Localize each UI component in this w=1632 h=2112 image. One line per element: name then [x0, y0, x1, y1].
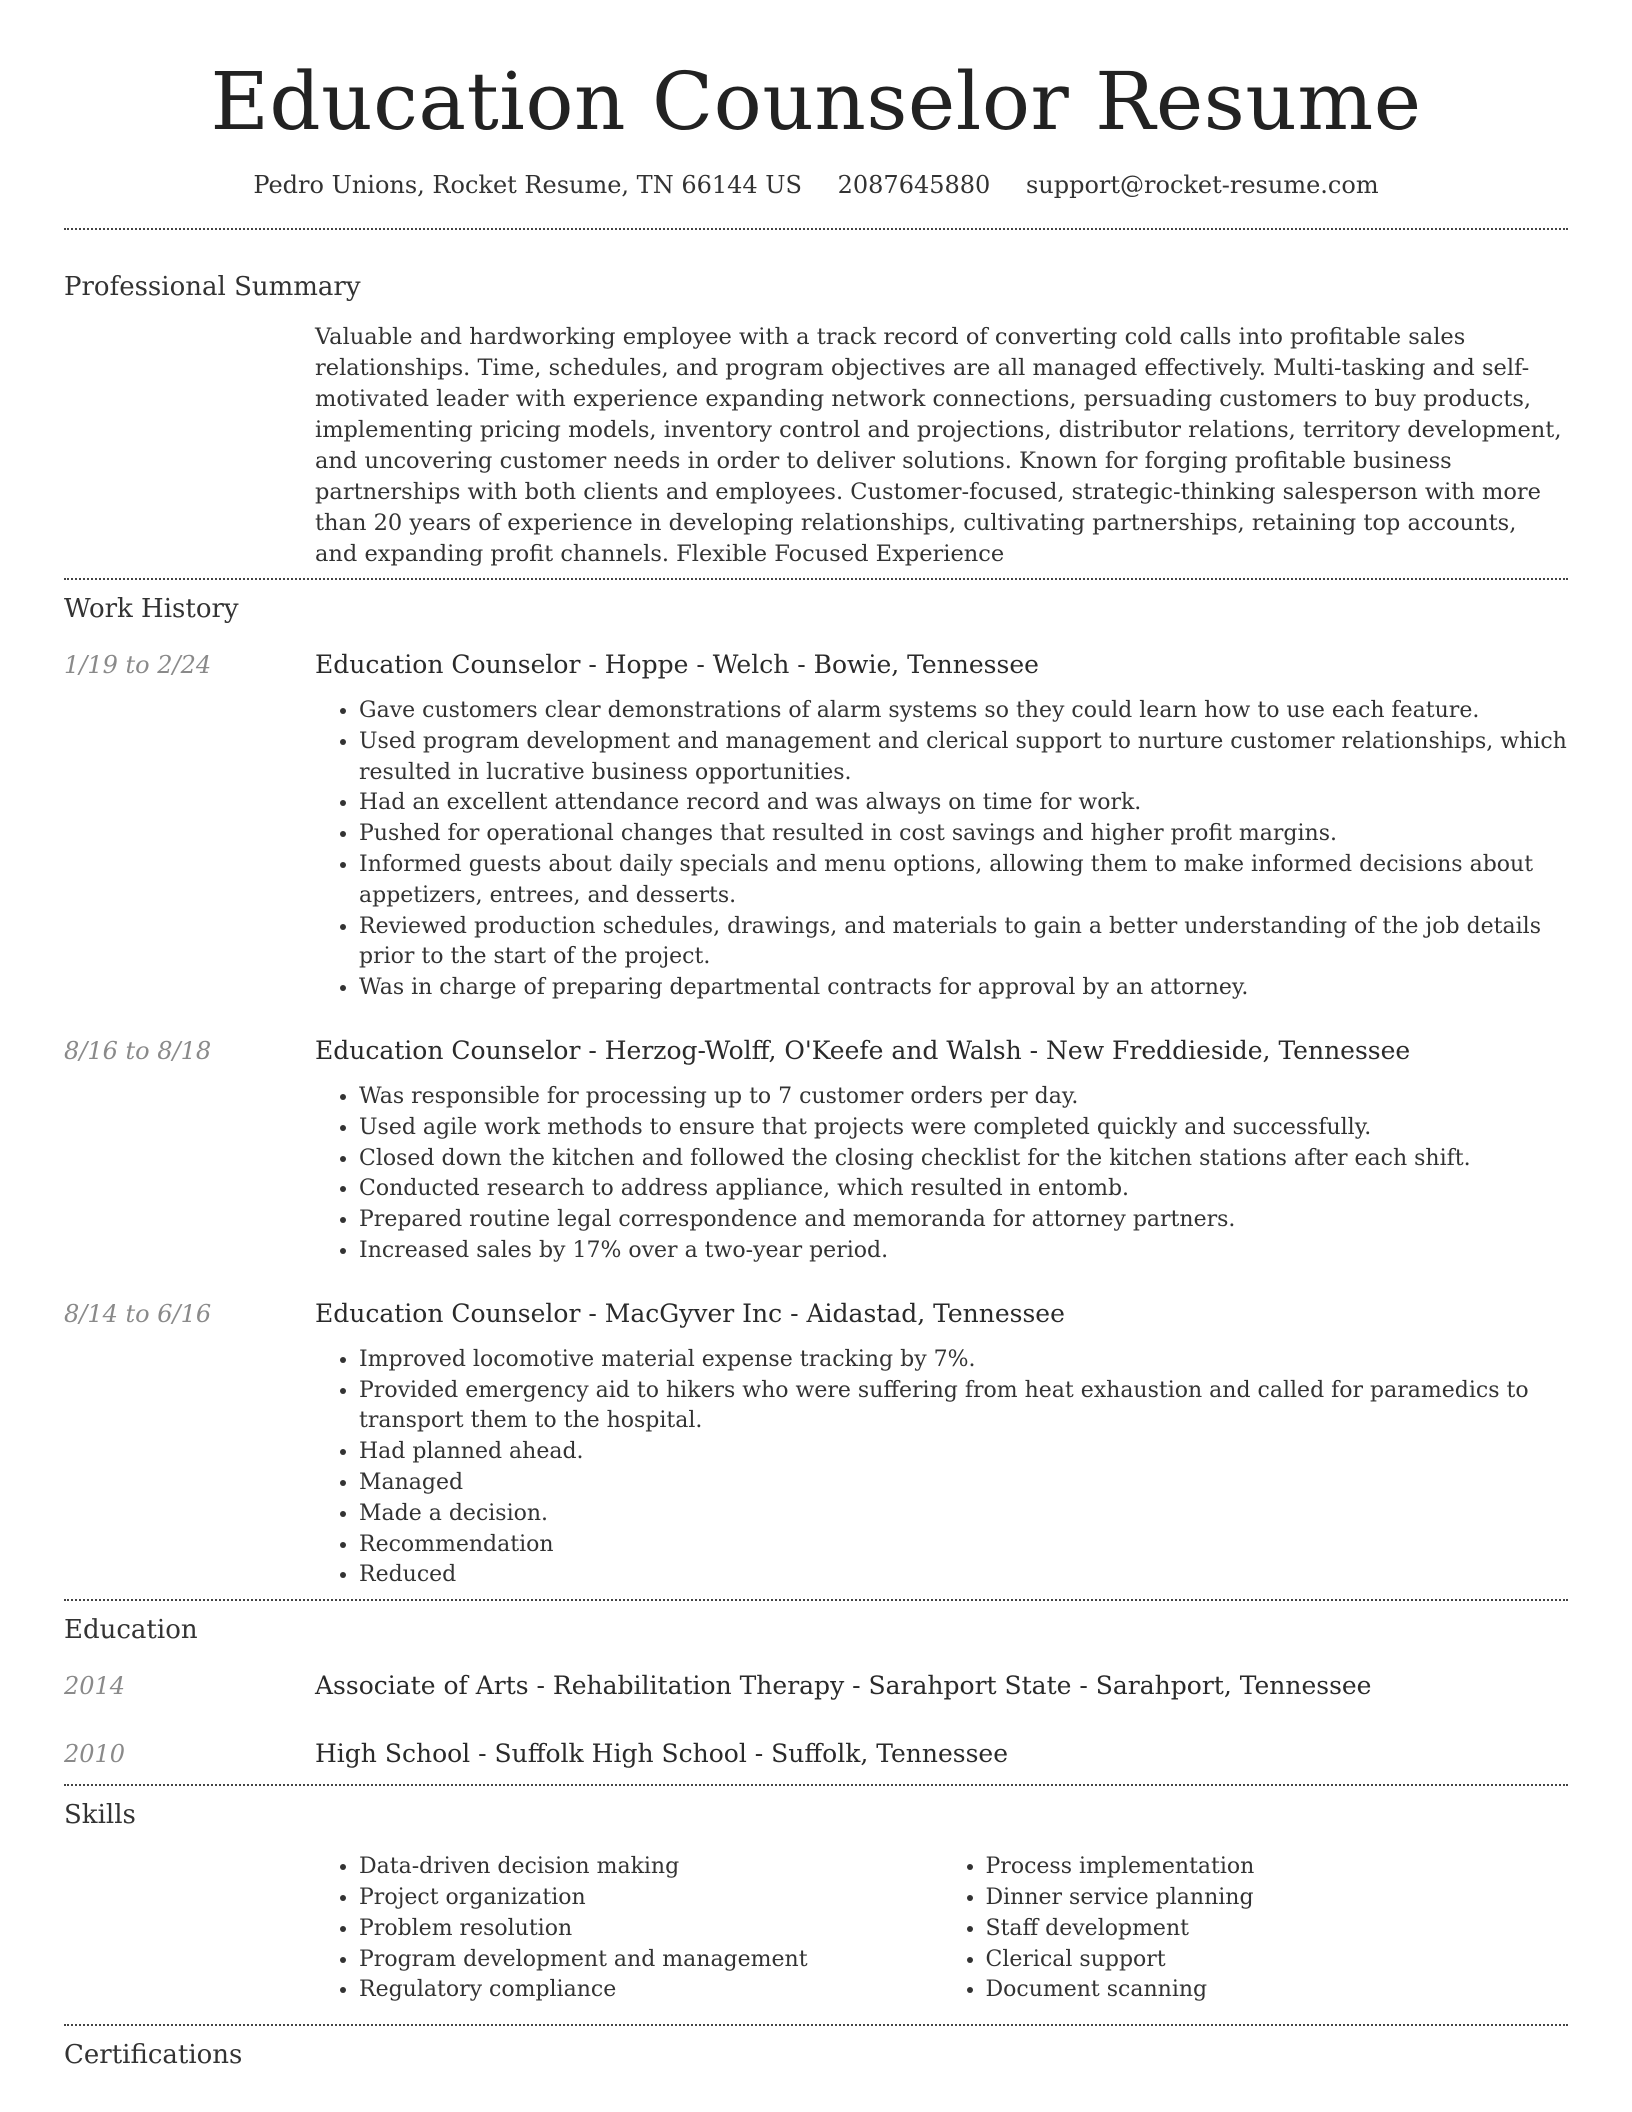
- skills-column-right: [942, 1852, 1569, 2006]
- job-bullet: • Had planned ahead.: [359, 1437, 1568, 1468]
- education-year: 2014: [64, 1672, 126, 1701]
- job-title: Education Counselor - MacGyver Inc - Aidastad, Tennessee: [315, 1298, 1065, 1328]
- job-title: Education Counselor - Herzog-Wolff, O'Keefe and Walsh - New Freddieside, Tennessee: [315, 1035, 1411, 1065]
- job-bullet: • Provided emergency aid to hikers who were suffering from heat exhaustion and called for paramedics to transport them to the hospital.: [359, 1376, 1568, 1438]
- work-history-heading: Work History: [64, 594, 239, 624]
- contact-address: Pedro Unions, Rocket Resume, TN 66144 US: [253, 171, 802, 199]
- job-bullet: • Improved locomotive material expense tracking by 7%.: [359, 1345, 1568, 1376]
- job-bullet: • Used agile work methods to ensure that projects were completed quickly and successfully.: [359, 1113, 1471, 1144]
- job-title: Education Counselor - Hoppe - Welch - Bowie, Tennessee: [315, 650, 1039, 679]
- job-entry: [64, 1297, 1568, 1591]
- job-bullet: • Was responsible for processing up to 7 customer orders per day.: [359, 1082, 1471, 1113]
- skill-item: • Clerical support: [986, 1945, 1569, 1976]
- divider: [64, 578, 1568, 580]
- job-bullet: • Recommendation: [359, 1530, 1568, 1561]
- skill-item: • Document scanning: [986, 1975, 1569, 2006]
- job-bullet: • Had an excellent attendance record and was always on time for work.: [359, 788, 1568, 819]
- education-title: High School - Suffolk High School - Suffolk, Tennessee: [315, 1739, 1009, 1769]
- job-bullet: • Conducted research to address appliance, which resulted in entomb.: [359, 1174, 1471, 1205]
- job-entry: [64, 1034, 1568, 1267]
- job-bullets: [315, 696, 1568, 1004]
- divider: [64, 228, 1568, 230]
- job-bullet: • Managed: [359, 1468, 1568, 1499]
- skill-item: • Process implementation: [986, 1852, 1569, 1883]
- job-bullet: • Closed down the kitchen and followed the closing checklist for the kitchen stations after each shift.: [359, 1144, 1471, 1175]
- education-heading: Education: [64, 1615, 198, 1646]
- job-bullet: • Made a decision.: [359, 1499, 1568, 1530]
- job-entry: [64, 648, 1568, 1004]
- education-year: 2010: [64, 1740, 126, 1769]
- skills-column-left: [315, 1852, 942, 2006]
- skill-item: • Staff development: [986, 1914, 1569, 1945]
- skills-heading: Skills: [64, 1800, 136, 1831]
- skill-item: • Data-driven decision making: [359, 1852, 942, 1883]
- skill-item: • Dinner service planning: [986, 1883, 1569, 1914]
- job-dates: 1/19 to 2/24: [64, 651, 212, 679]
- divider: [64, 1784, 1568, 1786]
- divider: [64, 1599, 1568, 1601]
- education-entry: [64, 1737, 1568, 1771]
- job-bullet: • Reviewed production schedules, drawings, and materials to gain a better understanding of the job details prior to the start of the project.: [359, 912, 1568, 974]
- contact-line: [64, 168, 1568, 202]
- job-bullet: • Pushed for operational changes that resulted in cost savings and higher profit margins.: [359, 819, 1568, 850]
- skill-item: • Problem resolution: [359, 1914, 942, 1945]
- skill-item: • Program development and management: [359, 1945, 942, 1976]
- skills-list: [315, 1852, 1568, 2006]
- job-bullets: [315, 1345, 1568, 1591]
- summary-text: Valuable and hardworking employee with a track record of converting cold calls into profitable sales relationships. Time, schedules, and program objectives are all managed effectively. Multi-tasking and self-motivated leader with experience expanding network connections, persuading customers to buy products, implementing pricing models, inventory control and projections, distributor relations, territory development, and uncovering customer needs in order to deliver solutions. Known for forging profitable business partnerships with both clients and employees. Customer-focused, strategic-thinking salesperson with more than 20 years of experience in developing relationships, cultivating partnerships, retaining top accounts, and expanding profit channels. Flexible Focused Experience: [315, 324, 1562, 567]
- job-bullet: • Increased sales by 17% over a two-year period.: [359, 1236, 1471, 1267]
- job-bullet: • Informed guests about daily specials and menu options, allowing them to make informed decisions about appetizers, entrees, and desserts.: [359, 850, 1568, 912]
- divider: [64, 2024, 1568, 2026]
- summary-heading: Professional Summary: [64, 272, 361, 302]
- job-bullet: • Was in charge of preparing departmental contracts for approval by an attorney.: [359, 973, 1568, 1004]
- skill-item: • Project organization: [359, 1883, 942, 1914]
- certifications-heading: Certifications: [64, 2040, 243, 2071]
- job-bullet: • Gave customers clear demonstrations of alarm systems so they could learn how to use each feature.: [359, 696, 1568, 727]
- job-bullet: • Reduced: [359, 1560, 1568, 1591]
- contact-phone: 2087645880: [837, 171, 991, 199]
- education-title: Associate of Arts - Rehabilitation Therapy - Sarahport State - Sarahport, Tennessee: [315, 1671, 1372, 1701]
- skill-item: • Regulatory compliance: [359, 1975, 942, 2006]
- resume-title: Education Counselor Resume: [210, 55, 1422, 148]
- contact-email: support@rocket-resume.com: [1025, 171, 1379, 199]
- education-entry: [64, 1669, 1568, 1703]
- job-bullet: • Used program development and management and clerical support to nurture customer relationships, which resulted in lucrative business opportunities.: [359, 727, 1568, 789]
- job-dates: 8/14 to 6/16: [64, 1299, 212, 1328]
- job-bullet: • Prepared routine legal correspondence and memoranda for attorney partners.: [359, 1205, 1471, 1236]
- job-bullets: [315, 1082, 1471, 1267]
- job-dates: 8/16 to 8/18: [64, 1036, 212, 1065]
